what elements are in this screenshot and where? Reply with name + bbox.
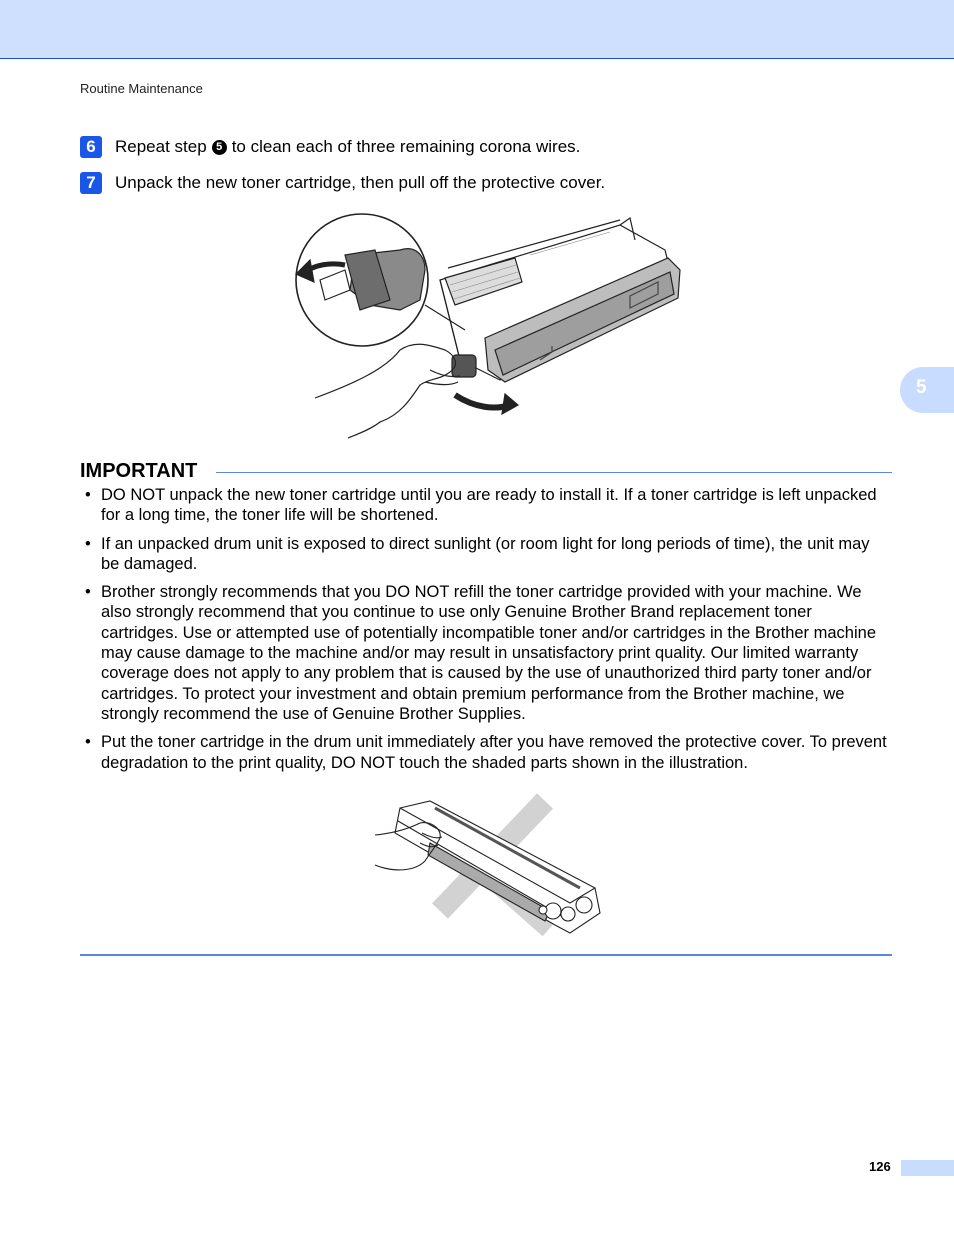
important-end-divider	[80, 954, 892, 956]
step-text: Unpack the new toner cartridge, then pull off the protective cover.	[115, 173, 606, 192]
page-number: 126	[869, 1159, 891, 1174]
list-item-text: Brother strongly recommends that you DO NOT refill the toner cartridge provided with your machine. We also strongly recommend that you continue to use only Genuine Brother Brand replacement toner cartridges. Use or attempted use of potentially incompatible toner and/or cartridges in the Brother machine may cause damage to the machine and/or may result in unsatisfactory print quality. Our limited warranty coverage does not apply to any problem that is caused by the use of unauthorized third party toner and/or cartridges. To protect your investment and obtain premium performance from the Brother machine, we strongly recommend the use of Genuine Brother Supplies.	[101, 583, 876, 723]
list-item	[80, 582, 892, 724]
important-list	[80, 485, 892, 781]
step-number-badge: 6	[80, 136, 102, 158]
important-heading: IMPORTANT	[80, 460, 198, 482]
bullet-glyph: •	[85, 733, 91, 752]
step-reference-badge: 5	[212, 140, 227, 155]
chapter-number: 5	[916, 377, 927, 398]
toner-cartridge-illustration	[290, 210, 690, 440]
list-item	[80, 485, 892, 526]
step-text-after: to clean each of three remaining corona wires.	[231, 137, 581, 156]
step-text-before: Repeat step	[115, 137, 207, 156]
list-item-text: Put the toner cartridge in the drum unit immediately after you have removed the protective cover. To prevent degradation to the print quality, DO NOT touch the shaded parts shown in the illustration.	[101, 733, 887, 772]
bullet-glyph: •	[85, 534, 91, 553]
chapter-tab[interactable]	[900, 367, 954, 413]
important-divider	[216, 472, 892, 473]
do-not-touch-illustration	[370, 793, 610, 943]
step-7	[80, 172, 605, 194]
list-item	[80, 732, 892, 773]
step-6	[80, 136, 580, 158]
running-header: Routine Maintenance	[80, 81, 203, 96]
list-item	[80, 534, 892, 575]
step-number-badge: 7	[80, 172, 102, 194]
page-number-tab	[901, 1160, 954, 1176]
bullet-glyph: •	[85, 486, 91, 504]
page-header-band	[0, 0, 954, 59]
list-item-text: If an unpacked drum unit is exposed to direct sunlight (or room light for long periods of time), the unit may be damaged.	[101, 534, 870, 573]
list-item-text: DO NOT unpack the new toner cartridge until you are ready to install it. If a toner cartridge is left unpacked for a long time, the toner life will be shortened.	[101, 486, 877, 525]
bullet-glyph: •	[85, 583, 91, 602]
